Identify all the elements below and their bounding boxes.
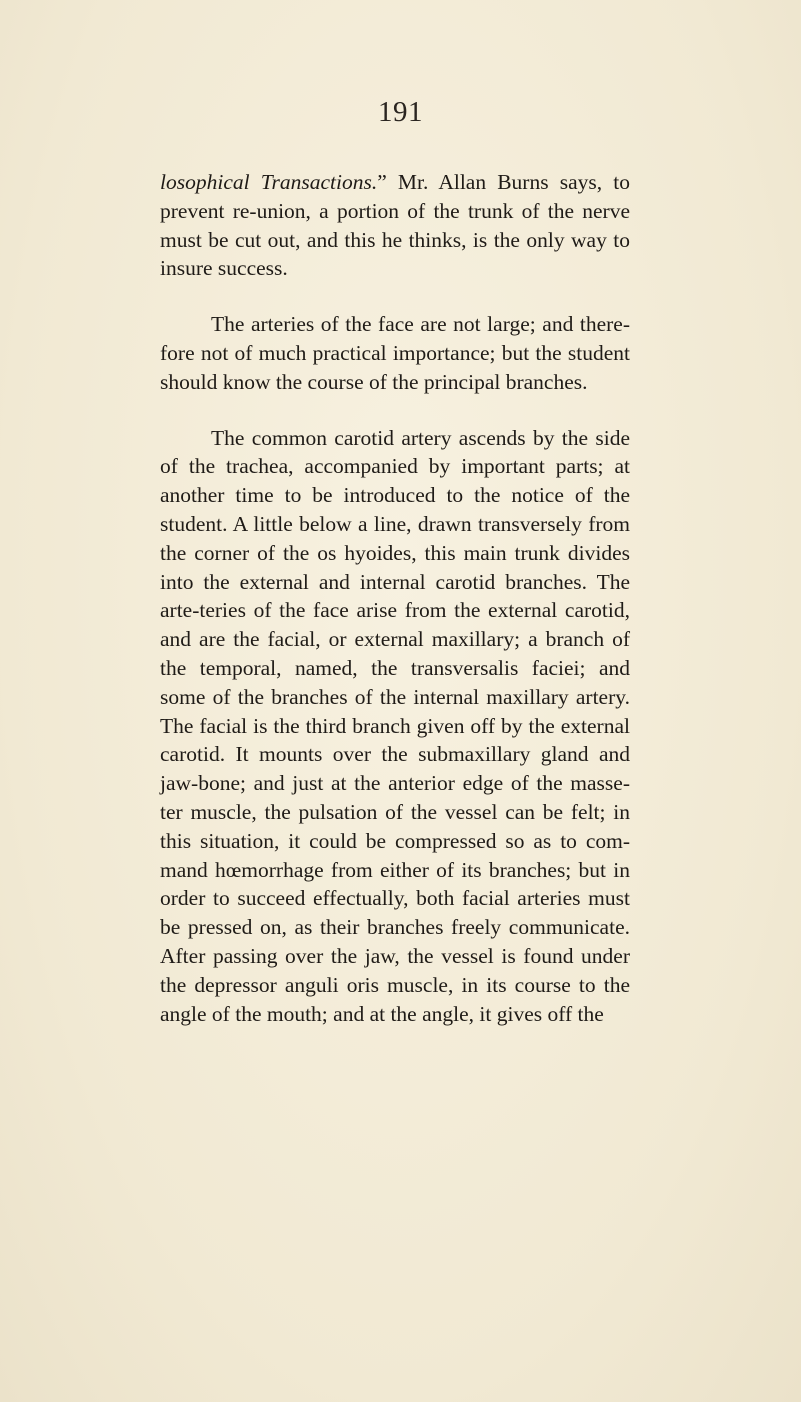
- paragraph-3: The common carotid artery ascends by the side of the trachea, accompanied by important parts; at another time to be introduced to the notice of the student. A little below a line, drawn transversely from the corner of the os hyoides, this main trunk divides into the external and internal carotid branches. The arte-teries of the face arise from the external carotid, and are the facial, or external maxillary; a branch of the temporal, named, the transversalis faciei; and some of the branches of the internal maxillary artery. The facial is the third branch given off by the external carotid. It mounts over the submaxillary gland and jaw-bone; and just at the anterior edge of the masse-ter muscle, the pulsation of the vessel can be felt; in this situation, it could be compressed so as to com-mand hœmorrhage from either of its branches; but in order to succeed effectually, both facial arteries must be pressed on, as their branches freely communicate. After passing over the jaw, the vessel is found under the depressor anguli oris muscle, in its course to the angle of the mouth; and at the angle, it gives off the: [160, 425, 630, 1026]
- paragraph-1: [160, 168, 630, 283]
- italic-lead: losophical Transactions.: [160, 170, 378, 194]
- page-number: 191: [378, 96, 423, 128]
- body-text: [160, 168, 630, 1028]
- paragraph-2: The arteries of the face are not large; and there-fore not of much practical importance; but the student should know the course of the principal branches.: [160, 312, 630, 394]
- paragraph-1-text: ” Mr. Allan Burns says, to prevent re-union, a portion of the trunk of the nerve must be cut out, and this he thinks, is the only way to insure success.: [160, 170, 630, 281]
